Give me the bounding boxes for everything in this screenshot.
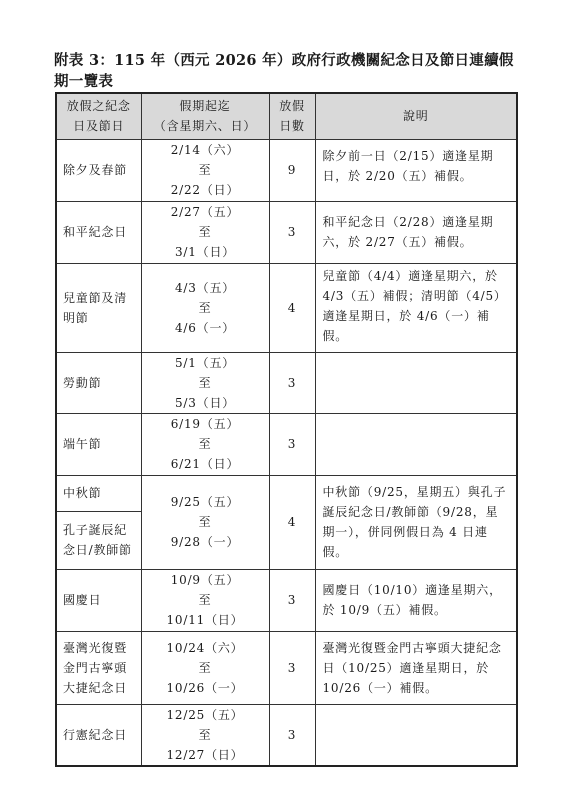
holiday-period [141,201,269,263]
header-holiday-line1: 放假之紀念 [66,99,131,114]
table-row [56,631,517,704]
holiday-name: 勞動節 [56,352,141,413]
holiday-period [141,263,269,352]
period-start: 12/25（五） [166,707,244,722]
period-end: 10/11（日） [166,613,244,627]
table-row [56,201,517,263]
holiday-name: 中秋節 [56,475,141,511]
holiday-period [141,475,269,569]
period-start: 6/19（五） [170,417,240,431]
holiday-table [55,92,518,767]
holiday-name: 和平紀念日 [56,201,141,263]
header-days [269,93,315,139]
header-note: 說明 [315,93,517,139]
period-end: 3/1（日） [174,245,236,259]
period-start: 4/3（五） [174,280,236,295]
table-row [56,139,517,201]
table-row [56,263,517,352]
holiday-note [315,352,517,413]
period-start: 10/24（六） [166,640,244,655]
period-start: 10/9（五） [170,573,240,587]
header-days-line1: 放假 [279,99,305,114]
period-to: 至 [198,300,212,315]
period-end: 5/3（日） [174,395,236,410]
table-row [56,413,517,475]
holiday-period [141,139,269,201]
holiday-name: 除夕及春節 [56,139,141,201]
period-end: 4/6（一） [174,320,236,335]
period-end: 10/26（一） [166,680,244,695]
holiday-note: 除夕前一日（2/15）適逢星期日，於 2/20（五）補假。 [315,139,517,201]
holiday-note [315,413,517,475]
holiday-days: 3 [269,704,315,766]
holiday-period [141,352,269,413]
holiday-days: 3 [269,201,315,263]
holiday-name: 國慶日 [56,569,141,631]
table-row [56,352,517,413]
holiday-name: 臺灣光復暨金門古寧頭大捷紀念日 [56,631,141,704]
holiday-days: 4 [269,475,315,569]
period-to: 至 [198,593,212,607]
period-start: 5/1（五） [174,355,236,370]
holiday-note [315,704,517,766]
table-row [56,569,517,631]
holiday-days: 4 [269,263,315,352]
table-row [56,704,517,766]
holiday-name: 端午節 [56,413,141,475]
holiday-days: 3 [269,569,315,631]
holiday-days: 9 [269,139,315,201]
header-days-line2: 日數 [279,119,305,134]
period-start: 9/25（五） [170,495,240,509]
period-start: 2/14（六） [170,143,240,157]
header-row [56,93,517,139]
period-to: 至 [198,225,212,239]
header-period [141,93,269,139]
holiday-note: 臺灣光復暨金門古寧頭大捷紀念日（10/25）適逢星期日，於 10/26（一）補假。 [315,631,517,704]
period-to: 至 [198,515,212,529]
holiday-period [141,413,269,475]
holiday-note: 中秋節（9/25，星期五）與孔子誕辰紀念日/教師節（9/28，星期一），併同例假日為 4 日連假。 [315,475,517,569]
period-to: 至 [198,727,212,742]
holiday-period [141,631,269,704]
table-row [56,475,517,511]
period-start: 2/27（五） [170,205,240,219]
holiday-period [141,569,269,631]
holiday-note: 兒童節（4/4）適逢星期六，於 4/3（五）補假；清明節（4/5）適逢星期日，於 4/6（一）補假。 [315,263,517,352]
period-end: 12/27（日） [166,747,244,762]
header-period-line1: 假期起迄 [179,99,231,114]
period-to: 至 [198,375,212,390]
period-end: 2/22（日） [170,183,240,197]
period-end: 9/28（一） [170,535,240,549]
holiday-name: 兒童節及清明節 [56,263,141,352]
holiday-days: 3 [269,413,315,475]
period-to: 至 [198,163,212,177]
period-to: 至 [198,437,212,451]
header-period-line2: （含星期六、日） [153,119,257,134]
page-title: 附表 3：115 年（西元 2026 年）政府行政機關紀念日及節日連續假期一覽表 [54,52,514,90]
period-to: 至 [198,660,212,675]
holiday-note: 國慶日（10/10）適逢星期六，於 10/9（五）補假。 [315,569,517,631]
header-holiday-line2: 日及節日 [73,119,125,134]
holiday-name-secondary: 孔子誕辰紀念日/教師節 [56,511,141,569]
holiday-days: 3 [269,631,315,704]
period-end: 6/21（日） [170,457,240,471]
header-holiday [56,93,141,139]
holiday-note: 和平紀念日（2/28）適逢星期六，於 2/27（五）補假。 [315,201,517,263]
holiday-days: 3 [269,352,315,413]
holiday-name: 行憲紀念日 [56,704,141,766]
holiday-period [141,704,269,766]
